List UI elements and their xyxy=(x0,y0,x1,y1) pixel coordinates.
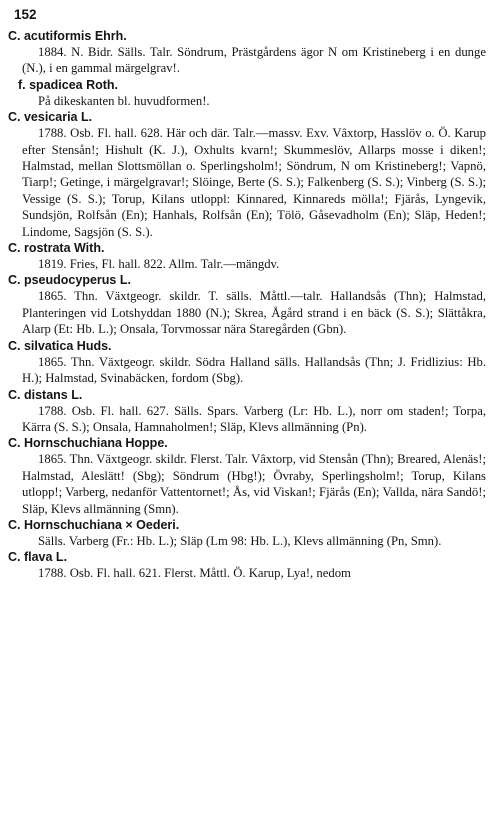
entry-carex-silvatica xyxy=(8,338,486,387)
entry-text: På dikeskanten bl. huvudformen!. xyxy=(38,93,210,108)
entry-heading: C. rostrata With. xyxy=(8,241,105,256)
entry-text: 1788. Osb. Fl. hall. 628. Här och där. Talr.—massv. Exv. Vâxtorp, Hasslöv o. Ö. Karup efter Stensån!; Hishult (K. J.), Oxhults kvarn!; Skummeslöv, Allarps mosse i diken!; Halmstad, mellan Slottsmöllan o. Sperlingsholm!; Söndrum, N om Kristineberg!; Vapnö, Tiarp!; Getinge, i märgelgravar!; Slöinge, Berte (S. S.); Falkenberg (S. S.); Vinberg (S. S.); Vessige (S. S.); Torup, Kilans utloppl: Kinnared, Kinnareds mölla!; Fjärås, Lyngevik, Sundsjön, Rolfsån (En); Hanhals, Rolfsån (En); Tölö, Gåsevadholm (En); Släp, Heden!; Lindome, Sagsjön (S. S.). xyxy=(22,126,486,239)
entry-heading: C. Hornschuchiana Hoppe. xyxy=(8,436,168,451)
entry-text: 1865. Thn. Växtgeogr. skildr. Södra Halland sälls. Hallandsås (Thn; J. Fridlizius: Hb. H.); Halmstad, Svinabäcken, fordom (Sbg). xyxy=(22,354,486,386)
entry-text: 1865. Thn. Växtgeogr. skildr. T. sälls. Måttl.—talr. Hallandsås (Thn); Halmstad, Planteringen vid Lotshyddan 1880 (N.); Skrea, Ågård strand i en bäck (S. S.); Slättåkra, Alarp (Et: Hb. L.); Onsala, Torvmossar nära Staregården (Gbn). xyxy=(22,289,486,337)
entry-heading: C. distans L. xyxy=(8,387,83,402)
entry-heading: C. silvatica Huds. xyxy=(8,338,112,353)
entry-carex-rostrata xyxy=(8,240,486,272)
entry-heading: f. spadicea Roth. xyxy=(18,77,119,92)
entry-carex-acutiformis xyxy=(8,28,486,77)
entry-heading: C. flava L. xyxy=(8,550,68,565)
entry-text: 1865. Thn. Växtgeogr. skildr. Flerst. Talr. Vâxtorp, vid Stensån (Thn); Breared, Alenäs!; Halmstad, Aleslätt! (Sbg); Söndrum (Hbg!); Övraby, Sperlingsholm!; Torup, Kilans utlopp!; Varberg, nedanför Vattentornet!; Ås, vid Viskan!; Fjärås (En); Vallda, nära Sandö!; Släp, Klevs allmänning (Smn). xyxy=(22,452,486,516)
entry-carex-distans xyxy=(8,387,486,436)
entry-heading: C. vesicaria L. xyxy=(8,110,93,125)
entry-text: 1819. Fries, Fl. hall. 822. Allm. Talr.—mängdv. xyxy=(38,257,280,272)
entry-carex-hornschuchiana-x-oederi xyxy=(8,517,486,549)
page-number: 152 xyxy=(14,7,37,22)
entry-text: 1788. Osb. Fl. hall. 621. Flerst. Måttl. Ö. Karup, Lya!, nedom xyxy=(38,566,351,581)
entry-heading: C. pseudocyperus L. xyxy=(8,273,131,288)
entry-heading: C. acutiformis Ehrh. xyxy=(8,29,127,43)
entry-text: 1788. Osb. Fl. hall. 627. Sälls. Spars. Varberg (Lr: Hb. L.), norr om staden!; Torpa, Kärra (S. S.); Onsala, Hamnaholmen!; Släp, Klevs allmänning (Pn). xyxy=(22,403,486,434)
entry-carex-pseudocyperus xyxy=(8,272,486,337)
entry-carex-hornschuchiana xyxy=(8,435,486,517)
entry-carex-flava xyxy=(8,549,486,581)
entry-text: 1884. N. Bidr. Sälls. Talr. Söndrum, Prästgårdens ägor N om Kristineberg i en dunge (N.), i en gammal märgelgrav!. xyxy=(22,45,486,76)
entry-heading: C. Hornschuchiana × Oederi. xyxy=(8,517,180,532)
entry-text: Sälls. Varberg (Fr.: Hb. L.); Släp (Lm 98: Hb. L.), Klevs allmänning (Pn, Smn). xyxy=(38,533,442,548)
entry-carex-vesicaria xyxy=(8,109,486,240)
entry-forma-spadicea xyxy=(8,77,486,109)
species-list xyxy=(8,28,486,582)
